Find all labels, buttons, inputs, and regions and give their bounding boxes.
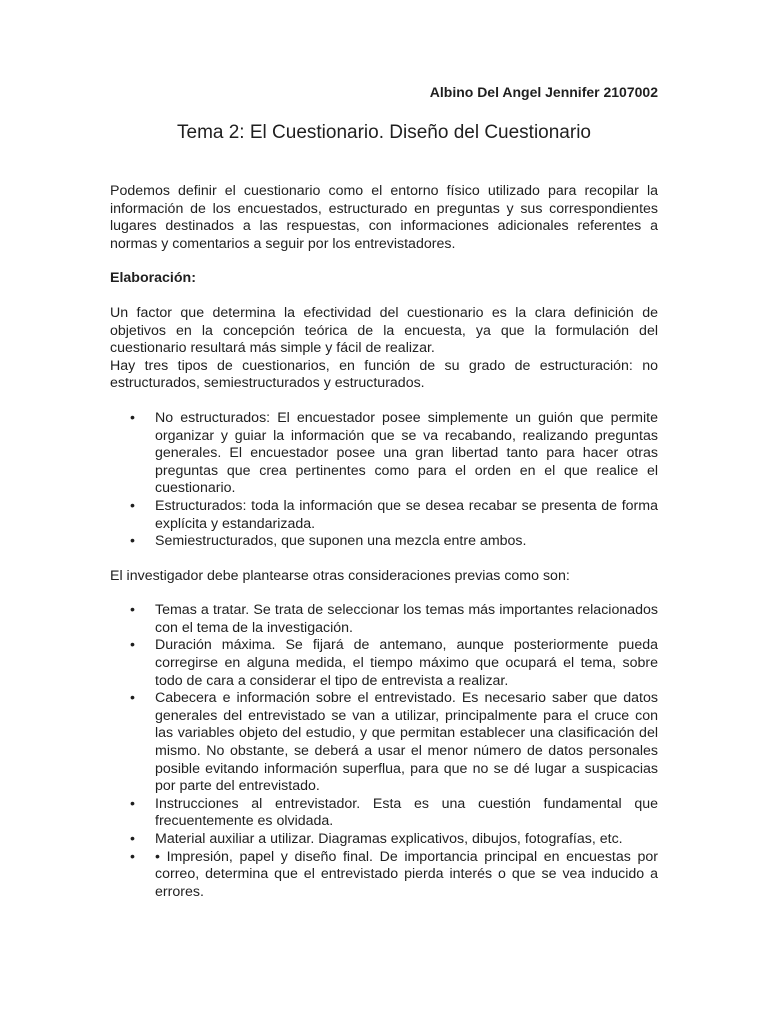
paragraph-considerations: El investigador debe plantearse otras consideraciones previas como son: (110, 567, 570, 584)
questionnaire-types-list (110, 410, 658, 551)
bullet-icon: • (130, 690, 135, 707)
bullet-icon: • (130, 795, 135, 812)
document-body (110, 183, 658, 901)
document-title: Tema 2: El Cuestionario. Diseño del Cuestionario (177, 122, 591, 143)
bullet-icon: • (130, 497, 135, 514)
list-item: • Estructurados: toda la información que se desea recabar se presenta de forma explícita y estandarizada. (130, 497, 658, 532)
list-item: • Temas a tratar. Se trata de seleccionar los temas más importantes relacionados con el tema de la investigación. (130, 602, 658, 636)
bullet-icon: • (130, 831, 135, 847)
bullet-icon: • (130, 409, 135, 426)
paragraph-types: Hay tres tipos de cuestionarios, en función de su grado de estructuración: no estructurados, semiestructurados y estructurados. (110, 357, 658, 392)
list-item: • Semiestructurados, que suponen una mezcla entre ambos. (130, 533, 527, 550)
list-item: • No estructurados: El encuestador posee simplemente un guión que permite organizar y guiar la información que se va recabando, realizando preguntas generales. El encuestador posee una gran libertad tanto para hacer otras preguntas que crea pertinentes como para el orden en el que realice el cuestionario. (130, 409, 658, 497)
intro-paragraph: Podemos definir el cuestionario como el entorno físico utilizado para recopilar la información de los encuestados, estructurado en preguntas y sus correspondientes lugares destinados a las respuestas, con informaciones adicionales referentes a normas y comentarios a seguir por los entrevistadores. (110, 183, 658, 252)
considerations-list (110, 602, 658, 901)
section-heading: Elaboración: (110, 270, 196, 287)
author-line: Albino Del Angel Jennifer 2107002 (429, 84, 658, 100)
bullet-icon: • (130, 533, 135, 550)
list-item: • Instrucciones al entrevistador. Esta es una cuestión fundamental que frecuentemente es olvidada. (130, 795, 658, 830)
list-item: • Duración máxima. Se fijará de antemano, aunque posteriormente pueda corregirse en alguna medida, el tiempo máximo que ocupará el tema, sobre todo de cara a considerar el tipo de entrevista a realizar. (130, 637, 658, 689)
list-item: • • Impresión, papel y diseño final. De importancia principal en encuestas por correo, determina que el entrevistado pierda interés o que se vea inducido a errores. (130, 848, 658, 900)
list-item: • Material auxiliar a utilizar. Diagramas explicativos, dibujos, fotografías, etc. (130, 831, 623, 847)
bullet-icon: • (130, 848, 135, 865)
paragraph-effectiveness: Un factor que determina la efectividad del cuestionario es la clara definición de objetivos en la concepción teórica de la encuesta, ya que la formulación del cuestionario resultará más simple y fácil de realizar. (110, 304, 658, 357)
list-item: • Cabecera e información sobre el entrevistado. Es necesario saber que datos generales del entrevistado se van a utilizar, principalmente para el cruce con las variables objeto del estudio, y que permitan establecer una clasificación del mismo. No obstante, se deberá a usar el menor número de datos personales posible evitando información superflua, para que no se dé lugar a suspicacias por parte del entrevistado. (130, 690, 658, 795)
bullet-icon: • (130, 637, 135, 654)
bullet-icon: • (130, 602, 135, 619)
